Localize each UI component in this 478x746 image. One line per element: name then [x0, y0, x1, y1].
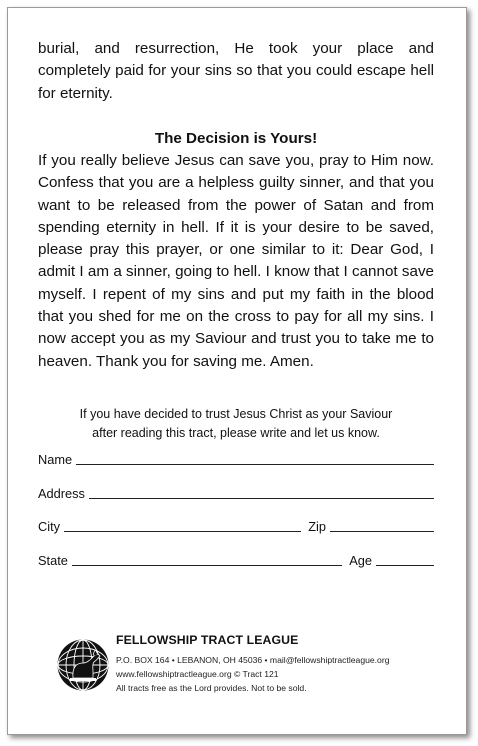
free-tracts-note: All tracts free as the Lord provides. Not to be sold. [116, 683, 307, 693]
invitation-text [38, 405, 434, 443]
city-zip-field-row [38, 514, 434, 534]
state-age-field-row [38, 548, 434, 568]
age-label: Age [349, 553, 372, 568]
publisher-footer [56, 633, 436, 703]
paragraph-gospel-end: burial, and resurrection, He took your place and completely paid for your sins so that you could escape hell for eternity. [38, 40, 434, 102]
invitation-line-2: after reading this tract, please write and let us know. [92, 426, 380, 440]
city-label: City [38, 519, 61, 534]
globe-with-lamp-icon [56, 638, 110, 692]
state-line[interactable] [72, 564, 342, 566]
city-line[interactable] [64, 530, 301, 532]
website-line: www.fellowshiptractleague.org © Tract 121 [116, 669, 279, 679]
organization-name: FELLOWSHIP TRACT LEAGUE [116, 633, 299, 647]
zip-line[interactable] [330, 530, 434, 532]
address-field-row [38, 481, 434, 501]
name-field-row [38, 447, 434, 467]
zip-label: Zip [308, 519, 326, 534]
age-line[interactable] [376, 564, 434, 566]
mailing-address: P.O. BOX 164 • LEBANON, OH 45036 • mail@fellowshiptractleague.org [116, 655, 390, 665]
invitation-line-1: If you have decided to trust Jesus Christ as your Saviour [79, 407, 393, 421]
paragraph-decision: If you really believe Jesus can save you, pray to Him now. Confess that you are a helpless guilty sinner, and that you want to be released from the power of Satan and from spending eternity in hell. If it is your desire to be saved, please pray this prayer, or one similar to it: Dear God, I admit I am a sinner, going to hell. I know that I cannot save myself. I repent of my sins and put my faith in the blood that you shed for me on the cross to pay for all my sins. I now accept you as my Saviour and trust you to take me to heaven. Thank you for saving me. Amen. [38, 152, 434, 370]
address-line[interactable] [89, 497, 434, 499]
name-line[interactable] [76, 463, 434, 465]
name-label: Name [38, 452, 73, 467]
address-label: Address [38, 486, 85, 501]
section-heading: The Decision is Yours! [154, 130, 318, 147]
state-label: State [38, 553, 68, 568]
